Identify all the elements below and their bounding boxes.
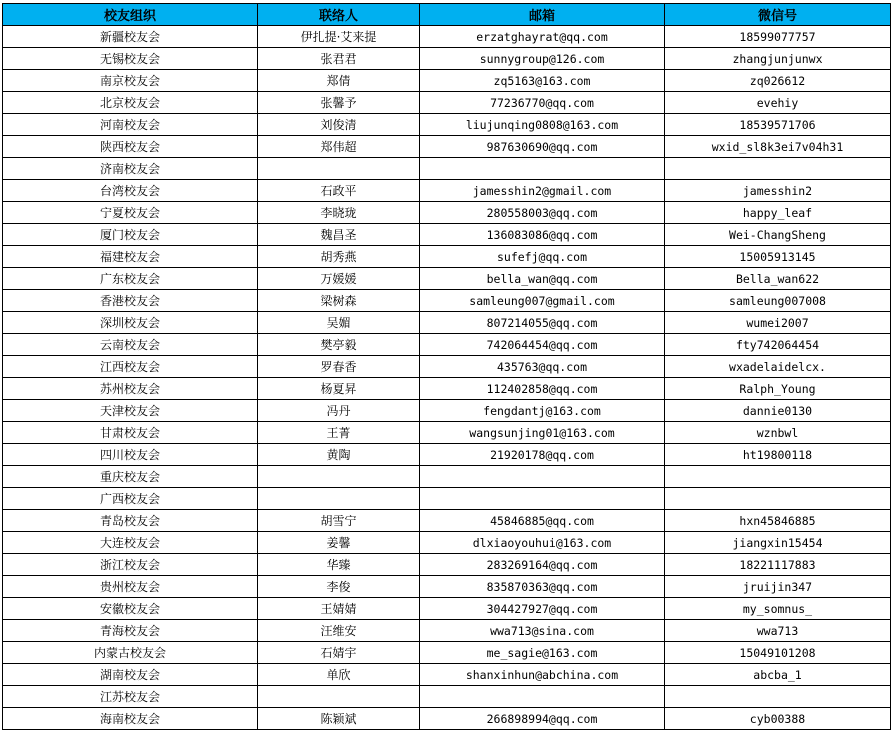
table-row xyxy=(3,158,891,180)
contact-cell[interactable]: 杨夏昇 xyxy=(258,378,420,400)
contact-cell[interactable]: 张馨予 xyxy=(258,92,420,114)
contact-cell[interactable]: 李俊 xyxy=(258,576,420,598)
contact-cell[interactable]: 刘俊清 xyxy=(258,114,420,136)
email-cell[interactable]: shanxinhun@abchina.com xyxy=(420,664,665,686)
email-cell[interactable]: 807214055@qq.com xyxy=(420,312,665,334)
wechat-cell[interactable]: wxadelaidelcx. xyxy=(665,356,891,378)
contact-cell[interactable]: 黄陶 xyxy=(258,444,420,466)
table-row xyxy=(3,268,891,290)
organization-cell[interactable]: 广西校友会 xyxy=(3,488,258,510)
contact-cell[interactable]: 单欣 xyxy=(258,664,420,686)
email-cell[interactable] xyxy=(420,488,665,510)
wechat-cell[interactable]: wxid_sl8k3ei7v04h31 xyxy=(665,136,891,158)
contact-cell[interactable]: 樊亭毅 xyxy=(258,334,420,356)
contact-cell[interactable]: 姜馨 xyxy=(258,532,420,554)
table-row xyxy=(3,114,891,136)
wechat-cell[interactable]: wumei2007 xyxy=(665,312,891,334)
organization-cell[interactable]: 苏州校友会 xyxy=(3,378,258,400)
wechat-cell[interactable] xyxy=(665,466,891,488)
table-row xyxy=(3,48,891,70)
organization-cell[interactable]: 青海校友会 xyxy=(3,620,258,642)
email-cell[interactable]: wangsunjing01@163.com xyxy=(420,422,665,444)
organization-cell[interactable]: 济南校友会 xyxy=(3,158,258,180)
email-cell[interactable]: 742064454@qq.com xyxy=(420,334,665,356)
email-cell[interactable]: 77236770@qq.com xyxy=(420,92,665,114)
contact-cell[interactable] xyxy=(258,686,420,708)
table-header xyxy=(3,4,891,26)
wechat-cell[interactable]: fty742064454 xyxy=(665,334,891,356)
wechat-cell[interactable]: wwa713 xyxy=(665,620,891,642)
organization-cell[interactable]: 海南校友会 xyxy=(3,708,258,730)
table-row xyxy=(3,664,891,686)
email-cell[interactable] xyxy=(420,686,665,708)
table-row xyxy=(3,488,891,510)
contact-cell[interactable]: 梁树森 xyxy=(258,290,420,312)
wechat-cell[interactable]: 18539571706 xyxy=(665,114,891,136)
email-cell[interactable]: me_sagie@163.com xyxy=(420,642,665,664)
contact-cell[interactable] xyxy=(258,158,420,180)
wechat-cell[interactable]: evehiy xyxy=(665,92,891,114)
wechat-cell[interactable]: wznbwl xyxy=(665,422,891,444)
wechat-cell[interactable]: jamesshin2 xyxy=(665,180,891,202)
contact-cell[interactable]: 石政平 xyxy=(258,180,420,202)
organization-cell[interactable]: 南京校友会 xyxy=(3,70,258,92)
organization-cell[interactable]: 重庆校友会 xyxy=(3,466,258,488)
contact-cell[interactable]: 胡秀燕 xyxy=(258,246,420,268)
email-cell[interactable]: 266898994@qq.com xyxy=(420,708,665,730)
email-cell[interactable]: 280558003@qq.com xyxy=(420,202,665,224)
table-row xyxy=(3,620,891,642)
wechat-cell[interactable]: jruijin347 xyxy=(665,576,891,598)
organization-cell[interactable]: 福建校友会 xyxy=(3,246,258,268)
table-row xyxy=(3,246,891,268)
email-cell[interactable]: zq5163@163.com xyxy=(420,70,665,92)
contact-cell[interactable]: 王菁 xyxy=(258,422,420,444)
email-cell[interactable]: jamesshin2@gmail.com xyxy=(420,180,665,202)
email-cell[interactable]: dlxiaoyouhui@163.com xyxy=(420,532,665,554)
table-row xyxy=(3,708,891,730)
wechat-cell[interactable]: 15005913145 xyxy=(665,246,891,268)
contact-cell[interactable]: 罗春香 xyxy=(258,356,420,378)
organization-cell[interactable]: 河南校友会 xyxy=(3,114,258,136)
table-row xyxy=(3,334,891,356)
email-cell[interactable]: wwa713@sina.com xyxy=(420,620,665,642)
table-row xyxy=(3,576,891,598)
contact-cell[interactable]: 魏昌圣 xyxy=(258,224,420,246)
table-row xyxy=(3,180,891,202)
wechat-cell[interactable] xyxy=(665,686,891,708)
wechat-cell[interactable]: dannie0130 xyxy=(665,400,891,422)
table-row xyxy=(3,312,891,334)
email-cell[interactable]: 136083086@qq.com xyxy=(420,224,665,246)
contact-cell[interactable]: 华臻 xyxy=(258,554,420,576)
wechat-cell[interactable]: cyb00388 xyxy=(665,708,891,730)
table-body xyxy=(3,26,891,730)
contact-cell[interactable]: 胡雪宁 xyxy=(258,510,420,532)
table-row xyxy=(3,290,891,312)
wechat-cell[interactable]: Bella_wan622 xyxy=(665,268,891,290)
header-contact: 联络人 xyxy=(258,4,420,26)
table-row xyxy=(3,136,891,158)
email-cell[interactable]: 45846885@qq.com xyxy=(420,510,665,532)
table-row xyxy=(3,378,891,400)
email-cell[interactable]: 112402858@qq.com xyxy=(420,378,665,400)
organization-cell[interactable]: 厦门校友会 xyxy=(3,224,258,246)
organization-cell[interactable]: 香港校友会 xyxy=(3,290,258,312)
wechat-cell[interactable]: hxn45846885 xyxy=(665,510,891,532)
email-cell[interactable]: 21920178@qq.com xyxy=(420,444,665,466)
organization-cell[interactable]: 云南校友会 xyxy=(3,334,258,356)
contact-cell[interactable]: 张君君 xyxy=(258,48,420,70)
wechat-cell[interactable]: 18221117883 xyxy=(665,554,891,576)
contact-cell[interactable]: 陈颖斌 xyxy=(258,708,420,730)
contact-cell[interactable]: 李晓珑 xyxy=(258,202,420,224)
wechat-cell[interactable] xyxy=(665,488,891,510)
table-row xyxy=(3,356,891,378)
organization-cell[interactable]: 浙江校友会 xyxy=(3,554,258,576)
organization-cell[interactable]: 深圳校友会 xyxy=(3,312,258,334)
email-cell[interactable]: 835870363@qq.com xyxy=(420,576,665,598)
contact-cell[interactable]: 汪维安 xyxy=(258,620,420,642)
wechat-cell[interactable]: Ralph_Young xyxy=(665,378,891,400)
wechat-cell[interactable]: 15049101208 xyxy=(665,642,891,664)
table-row xyxy=(3,466,891,488)
email-cell[interactable]: 304427927@qq.com xyxy=(420,598,665,620)
email-cell[interactable]: sunnygroup@126.com xyxy=(420,48,665,70)
contact-cell[interactable]: 郑伟超 xyxy=(258,136,420,158)
organization-cell[interactable]: 新疆校友会 xyxy=(3,26,258,48)
email-cell[interactable]: 987630690@qq.com xyxy=(420,136,665,158)
email-cell[interactable]: sufefj@qq.com xyxy=(420,246,665,268)
organization-cell[interactable]: 青岛校友会 xyxy=(3,510,258,532)
email-cell[interactable]: 435763@qq.com xyxy=(420,356,665,378)
contact-cell[interactable]: 伊扎提·艾来提 xyxy=(258,26,420,48)
organization-cell[interactable]: 大连校友会 xyxy=(3,532,258,554)
table-row xyxy=(3,642,891,664)
email-cell[interactable] xyxy=(420,466,665,488)
organization-cell[interactable]: 天津校友会 xyxy=(3,400,258,422)
organization-cell[interactable]: 广东校友会 xyxy=(3,268,258,290)
header-row xyxy=(3,4,891,26)
organization-cell[interactable]: 安徽校友会 xyxy=(3,598,258,620)
contact-cell[interactable]: 石婧宇 xyxy=(258,642,420,664)
contact-cell[interactable]: 冯丹 xyxy=(258,400,420,422)
contact-cell[interactable] xyxy=(258,488,420,510)
table-row xyxy=(3,532,891,554)
table-row xyxy=(3,686,891,708)
table-row xyxy=(3,224,891,246)
organization-cell[interactable]: 湖南校友会 xyxy=(3,664,258,686)
wechat-cell[interactable]: jiangxin15454 xyxy=(665,532,891,554)
organization-cell[interactable]: 无锡校友会 xyxy=(3,48,258,70)
header-email: 邮箱 xyxy=(420,4,665,26)
wechat-cell[interactable]: zhangjunjunwx xyxy=(665,48,891,70)
organization-cell[interactable]: 陕西校友会 xyxy=(3,136,258,158)
contact-cell[interactable]: 王婧婧 xyxy=(258,598,420,620)
organization-cell[interactable]: 甘肃校友会 xyxy=(3,422,258,444)
wechat-cell[interactable]: samleung007008 xyxy=(665,290,891,312)
organization-cell[interactable]: 北京校友会 xyxy=(3,92,258,114)
email-cell[interactable] xyxy=(420,158,665,180)
organization-cell[interactable]: 内蒙古校友会 xyxy=(3,642,258,664)
wechat-cell[interactable]: ht19800118 xyxy=(665,444,891,466)
wechat-cell[interactable]: happy_leaf xyxy=(665,202,891,224)
table-row xyxy=(3,598,891,620)
email-cell[interactable]: fengdantj@163.com xyxy=(420,400,665,422)
organization-cell[interactable]: 台湾校友会 xyxy=(3,180,258,202)
table-row xyxy=(3,400,891,422)
alumni-contact-table xyxy=(2,3,891,730)
organization-cell[interactable]: 宁夏校友会 xyxy=(3,202,258,224)
table-row xyxy=(3,26,891,48)
email-cell[interactable]: liujunqing0808@163.com xyxy=(420,114,665,136)
header-organization: 校友组织 xyxy=(3,4,258,26)
email-cell[interactable]: samleung007@gmail.com xyxy=(420,290,665,312)
organization-cell[interactable]: 四川校友会 xyxy=(3,444,258,466)
table-row xyxy=(3,510,891,532)
organization-cell[interactable]: 贵州校友会 xyxy=(3,576,258,598)
contact-cell[interactable]: 郑倩 xyxy=(258,70,420,92)
wechat-cell[interactable]: my_somnus_ xyxy=(665,598,891,620)
table-row xyxy=(3,92,891,114)
table-row xyxy=(3,202,891,224)
header-wechat: 微信号 xyxy=(665,4,891,26)
wechat-cell[interactable]: zq026612 xyxy=(665,70,891,92)
wechat-cell[interactable]: 18599077757 xyxy=(665,26,891,48)
table-row xyxy=(3,422,891,444)
table-row xyxy=(3,70,891,92)
contact-cell[interactable]: 吴媚 xyxy=(258,312,420,334)
email-cell[interactable]: bella_wan@qq.com xyxy=(420,268,665,290)
organization-cell[interactable]: 江西校友会 xyxy=(3,356,258,378)
organization-cell[interactable]: 江苏校友会 xyxy=(3,686,258,708)
wechat-cell[interactable]: abcba_1 xyxy=(665,664,891,686)
table-row xyxy=(3,444,891,466)
email-cell[interactable]: erzatghayrat@qq.com xyxy=(420,26,665,48)
table-row xyxy=(3,554,891,576)
wechat-cell[interactable]: Wei-ChangSheng xyxy=(665,224,891,246)
wechat-cell[interactable] xyxy=(665,158,891,180)
contact-cell[interactable] xyxy=(258,466,420,488)
contact-cell[interactable]: 万媛媛 xyxy=(258,268,420,290)
email-cell[interactable]: 283269164@qq.com xyxy=(420,554,665,576)
